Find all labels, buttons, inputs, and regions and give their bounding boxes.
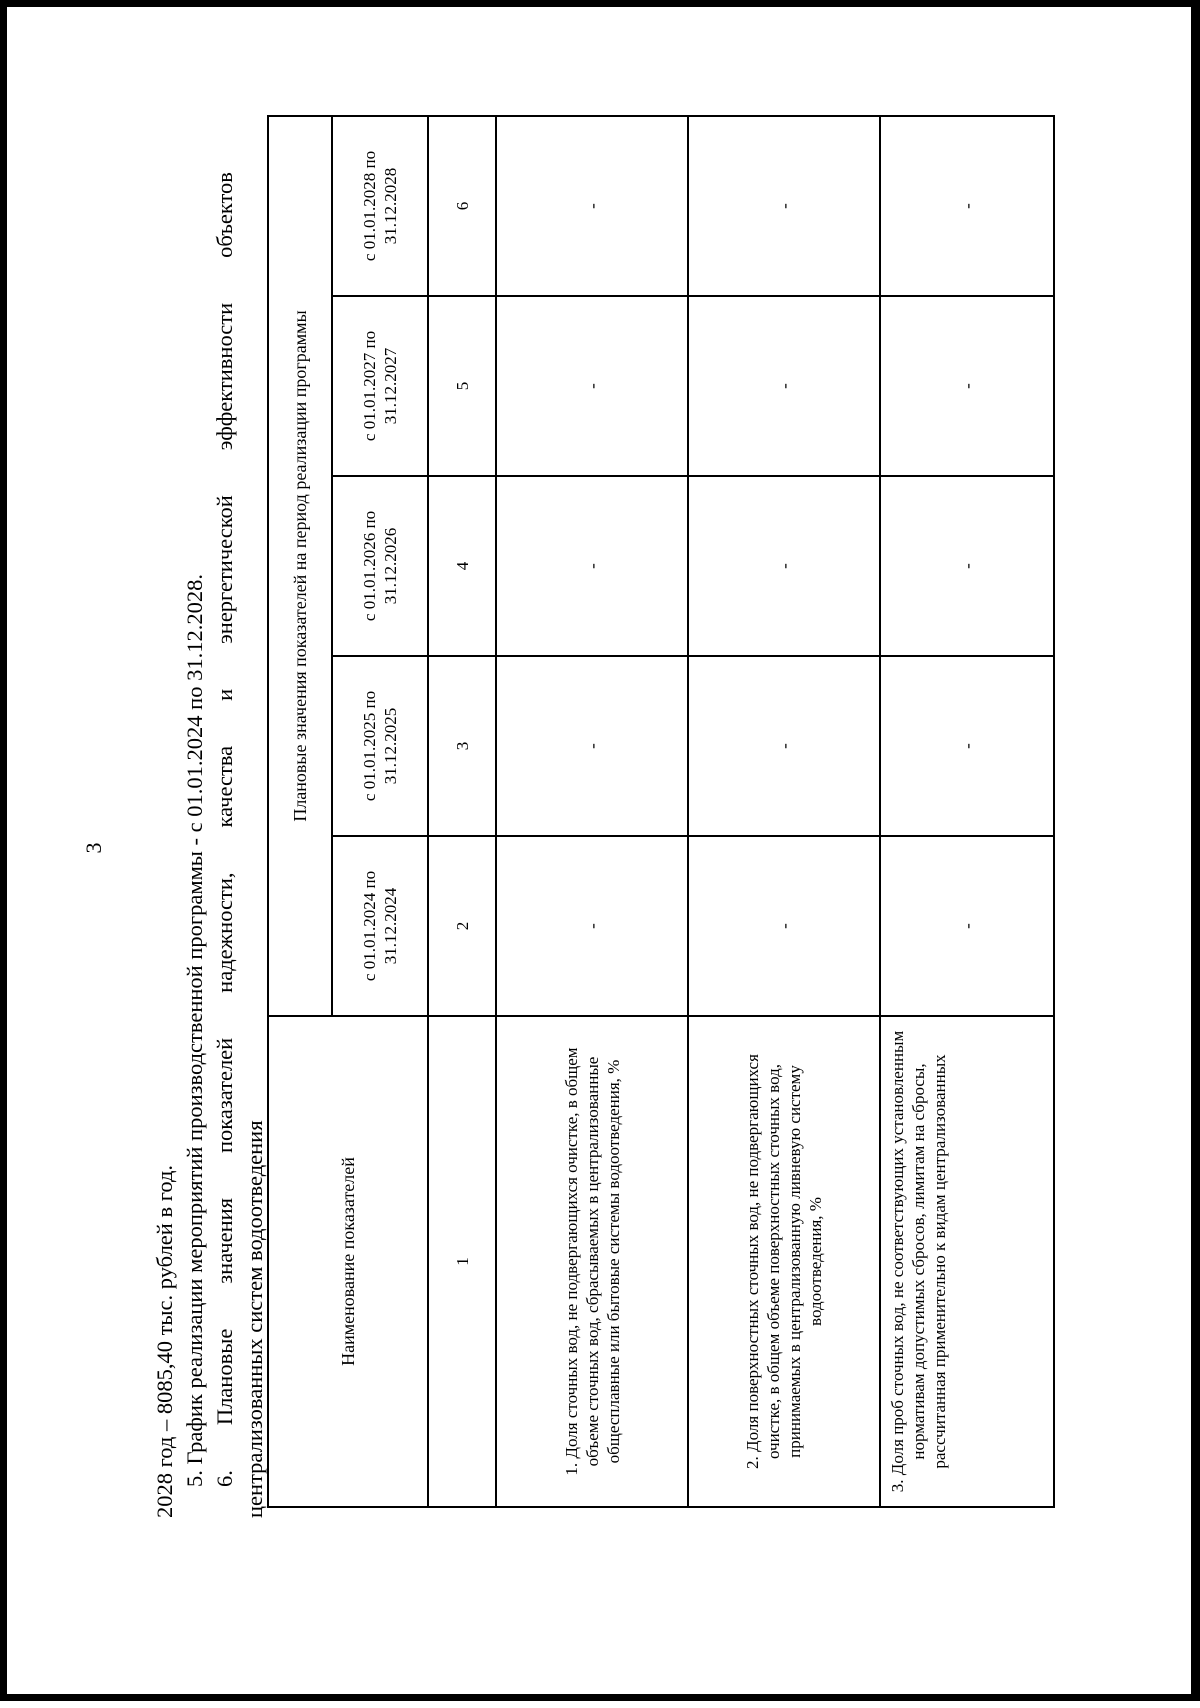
value-cell: - [880,836,1054,1016]
heading-word: и [212,688,237,701]
heading-word: значения [212,1197,237,1284]
value-cell: - [880,116,1054,296]
heading-word: объектов [212,172,237,258]
period-header: с 01.01.2024 по 31.12.2024 [332,836,428,1016]
planned-values-header: Плановые значения показателей на период реализации программы [268,116,332,1016]
indicator-name: 3. Доля проб сточных вод, не соответствующих установленным нормативам допустимых сбросов, лимитам на сбросы, рассчитанная применительно к видам централизованных [880,1016,1054,1507]
column-number: 6 [428,116,496,296]
indicator-name: 2. Доля поверхностных сточных вод, не подвергающихся очистке, в общем объеме поверхностных сточных вод, принимаемых в централизованную ливневую систему водоотведения, % [688,1016,880,1507]
indicator-name: 1. Доля сточных вод, не подвергающихся очистке, в общем объеме сточных вод, сбрасываемых в централизованные общесплавные или бытовые системы водоотведения, % [496,1016,688,1507]
heading-word: качества [212,745,237,828]
table-row [880,116,1054,1507]
table-row [688,116,880,1507]
value-cell: - [688,116,880,296]
heading-word: энергетической [212,495,237,644]
period-header: с 01.01.2028 по 31.12.2028 [332,116,428,296]
value-cell: - [496,296,688,476]
value-cell: - [496,656,688,836]
value-cell: - [688,476,880,656]
paragraph-section-6-continuation: централизованных систем водоотведения [242,1120,267,1518]
period-header: с 01.01.2025 по 31.12.2025 [332,656,428,836]
value-cell: - [496,476,688,656]
column-number-row [428,116,496,1507]
heading-word: эффективности [212,302,237,451]
column-number: 5 [428,296,496,476]
heading-word: Плановые [212,1328,237,1426]
period-header: с 01.01.2027 по 31.12.2027 [332,296,428,476]
value-cell: - [496,116,688,296]
value-cell: - [880,296,1054,476]
table-header-row [268,116,332,1507]
column-number: 4 [428,476,496,656]
value-cell: - [688,296,880,476]
rotated-page-content [7,8,1107,1708]
paragraph-section-6-heading [210,172,240,1487]
heading-word: надежности, [212,872,237,993]
column-number: 3 [428,656,496,836]
column-number: 2 [428,836,496,1016]
value-cell: - [688,656,880,836]
value-cell: - [880,656,1054,836]
value-cell: - [880,476,1054,656]
value-cell: - [496,836,688,1016]
heading-word: 6. [212,1470,237,1487]
column-number: 1 [428,1016,496,1507]
page-number: 3 [81,842,106,854]
indicators-table [267,115,1055,1508]
paragraph-schedule: 5. График реализации мероприятий производственной программы - с 01.01.2024 по 31.12.2028. [182,574,207,1487]
value-cell: - [688,836,880,1016]
heading-word: показателей [212,1037,237,1154]
paragraph-2028-amount: 2028 год – 8085,40 тыс. рублей в год. [152,1164,177,1518]
table-row [496,116,688,1507]
period-header: с 01.01.2026 по 31.12.2026 [332,476,428,656]
indicator-name-header: Наименование показателей [268,1016,428,1507]
